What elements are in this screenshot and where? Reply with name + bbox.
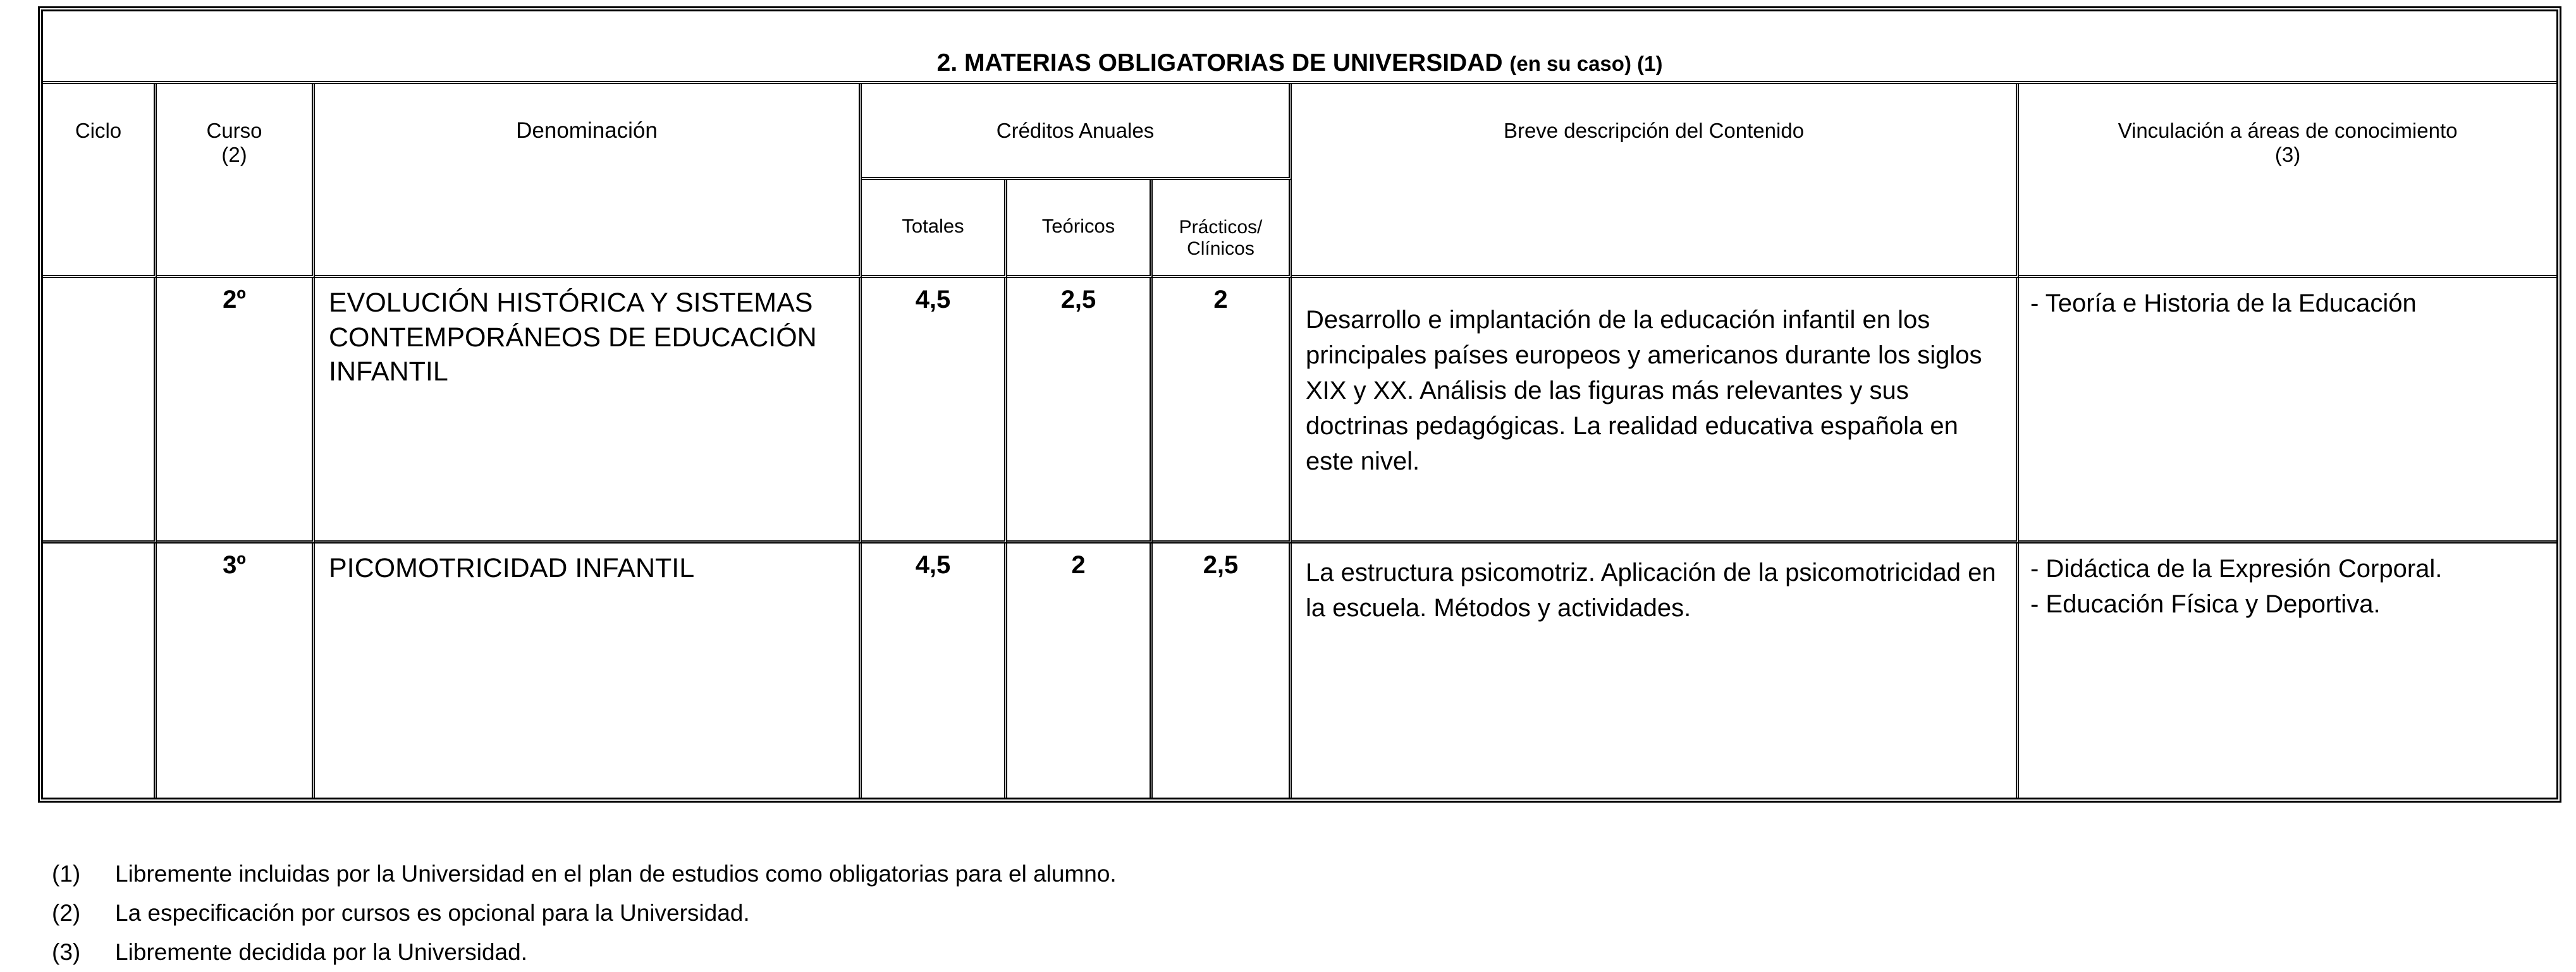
cell-descripcion: Desarrollo e implantación de la educación infantil en los principales países europeos y americanos durante los siglos XIX y XX. Análisis de las figuras más relevantes y sus doctrinas pedagógicas. La realidad educativa española en este nivel.: [1292, 278, 2019, 544]
table-title: [43, 11, 2556, 84]
footnote-text: La especificación por cursos es opcional para la Universidad.: [115, 900, 750, 926]
footnote-item: [52, 933, 1117, 972]
footnotes: [52, 854, 1117, 972]
cell-practicos: 2: [1153, 278, 1292, 544]
header-vinculacion: [2019, 84, 2556, 278]
table-row: [43, 544, 2556, 798]
footnote-item: [52, 894, 1117, 933]
cell-curso: 2º: [157, 278, 315, 544]
footnote-number: (2): [52, 900, 81, 926]
header-teoricos: Teóricos: [1007, 180, 1153, 278]
table-row: [43, 278, 2556, 544]
cell-curso: 3º: [157, 544, 315, 798]
cell-descripcion: La estructura psicomotriz. Aplicación de la psicomotricidad en la escuela. Métodos y actividades.: [1292, 544, 2019, 798]
footnote-number: (3): [52, 939, 81, 965]
header-curso-label: Curso: [206, 119, 262, 142]
area-item: - Teoría e Historia de la Educación: [2030, 289, 2417, 317]
table-title-suffix: (en su caso) (1): [1509, 52, 1663, 75]
header-vinculacion-note: (3): [2274, 143, 2301, 166]
header-totales: Totales: [862, 180, 1007, 278]
footnote-number: (1): [52, 861, 81, 887]
header-ciclo: Ciclo: [43, 84, 157, 278]
header-descripcion: Breve descripción del Contenido: [1292, 84, 2019, 278]
cell-totales: 4,5: [862, 278, 1007, 544]
area-item: - Didáctica de la Expresión Corporal.: [2030, 555, 2443, 583]
materias-table: [38, 6, 2561, 803]
area-item: - Educación Física y Deportiva.: [2030, 590, 2381, 618]
cell-ciclo: [43, 544, 157, 798]
footnote-text: Libremente incluidas por la Universidad en el plan de estudios como obligatorias para el alumno.: [115, 861, 1117, 887]
table-title-main: 2. MATERIAS OBLIGATORIAS DE UNIVERSIDAD: [936, 49, 1503, 76]
footnote-text: Libremente decidida por la Universidad.: [115, 939, 527, 965]
header-denominacion: Denominación: [315, 84, 862, 278]
footnote-item: [52, 854, 1117, 894]
cell-totales: 4,5: [862, 544, 1007, 798]
header-creditos: Créditos Anuales: [862, 84, 1292, 180]
cell-denominacion: PICOMOTRICIDAD INFANTIL: [315, 544, 862, 798]
header-clinicos-label: Clínicos: [1187, 238, 1254, 259]
cell-practicos: 2,5: [1153, 544, 1292, 798]
header-vinculacion-label: Vinculación a áreas de conocimiento: [2118, 119, 2458, 142]
header-practicos: [1153, 180, 1292, 278]
header-curso-note: (2): [221, 143, 247, 166]
cell-teoricos: 2,5: [1007, 278, 1153, 544]
cell-teoricos: 2: [1007, 544, 1153, 798]
header-practicos-label: Prácticos/: [1179, 217, 1263, 238]
header-curso: [157, 84, 315, 278]
cell-denominacion: EVOLUCIÓN HISTÓRICA Y SISTEMAS CONTEMPORÁNEOS DE EDUCACIÓN INFANTIL: [315, 278, 862, 544]
cell-ciclo: [43, 278, 157, 544]
cell-areas: [2019, 544, 2556, 798]
cell-areas: [2019, 278, 2556, 544]
